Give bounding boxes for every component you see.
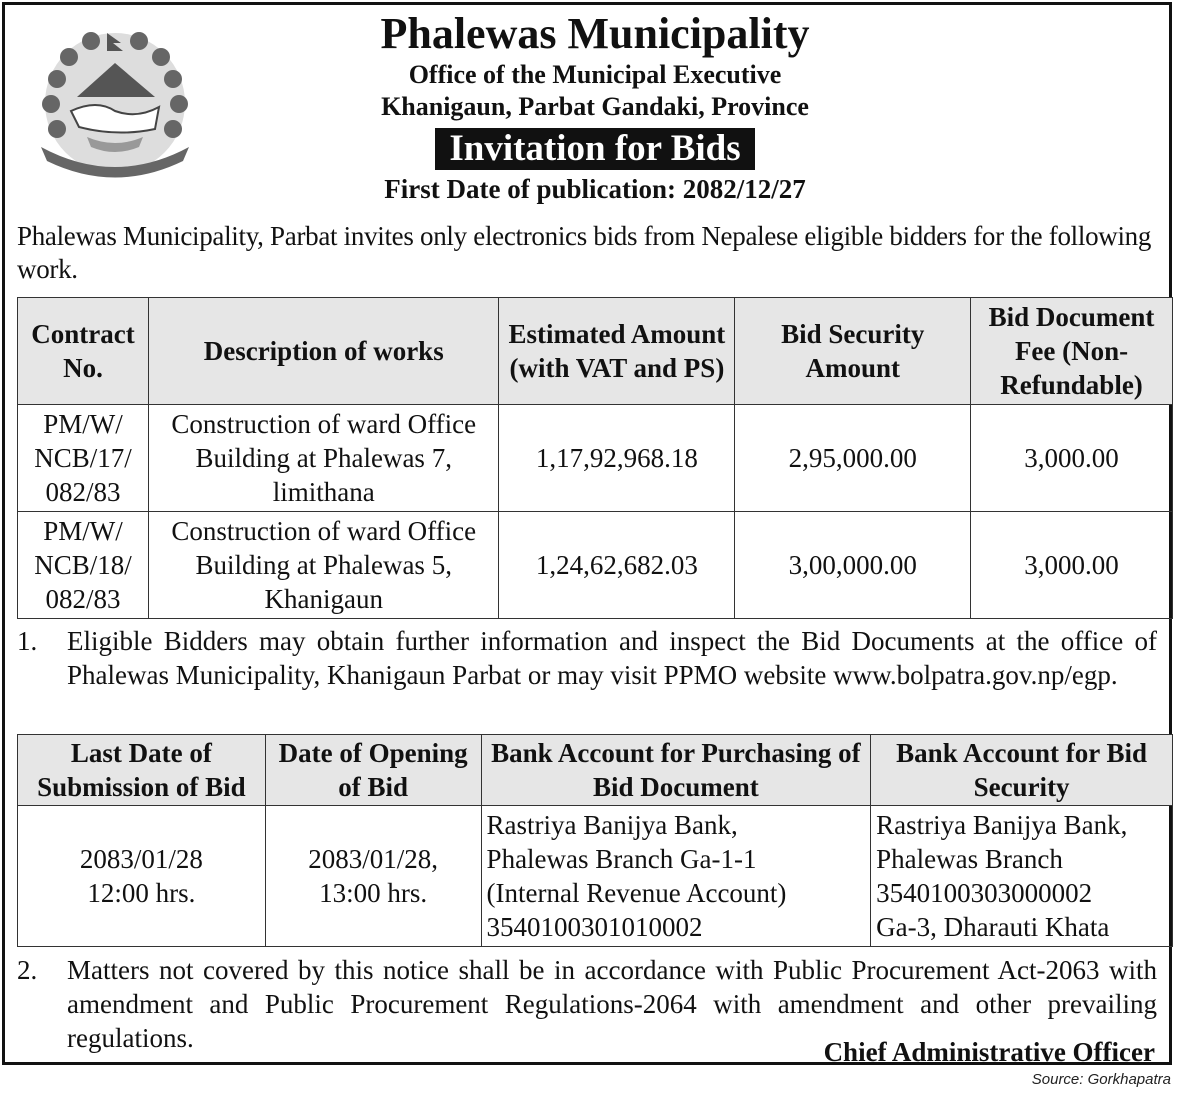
notice-header <box>305 9 885 206</box>
security-bank-account <box>871 806 1173 947</box>
doc-bank-line: 3540100301010002 <box>486 912 703 942</box>
intro-paragraph: Phalewas Municipality, Parbat invites only electronics bids from Nepalese eligible bidders for the following work. <box>17 221 1152 284</box>
opening-time: 13:00 hrs. <box>319 878 428 908</box>
security-bank-line: Ga-3, Dharauti Khata <box>876 912 1110 942</box>
bid-security-amount: 3,00,000.00 <box>735 512 971 619</box>
note-text: Eligible Bidders may obtain further information and inspect the Bid Documents at the office of Phalewas Municipality, Khanigaun Parbat or may visit PPMO website www.bolpatra.gov.np/egp. <box>67 626 1157 690</box>
schedule-table-header <box>18 735 1173 806</box>
header-doc-account: Bank Account for Purchasing of Bid Document <box>481 735 871 806</box>
work-description: Construction of ward Office Building at Phalewas 5, Khanigaun <box>148 512 499 619</box>
header-description: Description of works <box>148 298 499 405</box>
bid-security-amount: 2,95,000.00 <box>735 405 971 512</box>
note-text: Matters not covered by this notice shall be in accordance with Public Procurement Act-2063 with amendment and Public Procurement Regulations-2064 with amendment and other prevailing regulations. <box>67 955 1157 1053</box>
security-bank-line: 3540100303000002 <box>876 878 1093 908</box>
doc-bank-line: (Internal Revenue Account) <box>486 878 787 908</box>
submission-deadline <box>18 806 266 947</box>
notice-frame <box>2 2 1172 1065</box>
opening-datetime <box>265 806 481 947</box>
document-fee: 3,000.00 <box>971 405 1173 512</box>
office-name: Office of the Municipal Executive <box>408 60 782 89</box>
submission-date: 2083/01/28 <box>79 844 203 874</box>
works-table <box>17 297 1173 619</box>
doc-bank-account <box>481 806 871 947</box>
work-description: Construction of ward Office Building at Phalewas 7, limithana <box>148 405 499 512</box>
source-credit: Source: Gorkhapatra <box>1031 1071 1171 1088</box>
doc-bank-line: Phalewas Branch Ga-1-1 <box>486 844 757 874</box>
estimated-amount: 1,17,92,968.18 <box>499 405 735 512</box>
opening-date: 2083/01/28, <box>308 844 439 874</box>
header-security-account: Bank Account for Bid Security <box>871 735 1173 806</box>
table-row <box>18 512 1173 619</box>
note-number: 2. <box>17 955 38 985</box>
header-contract-no: Contract No. <box>18 298 149 405</box>
nepal-national-emblem-icon <box>27 19 203 187</box>
security-bank-line: Phalewas Branch <box>876 844 1063 874</box>
signatory-title: Chief Administrative Officer <box>823 1037 1155 1067</box>
publication-date: First Date of publication: 2082/12/27 <box>384 174 806 204</box>
table-row <box>18 806 1173 947</box>
municipality-title: Phalewas Municipality <box>380 9 810 58</box>
header-bid-security: Bid Security Amount <box>735 298 971 405</box>
estimated-amount: 1,24,62,682.03 <box>499 512 735 619</box>
contract-no: PM/W/ NCB/18/ 082/83 <box>18 512 149 619</box>
header-submission-date: Last Date of Submission of Bid <box>18 735 266 806</box>
submission-time: 12:00 hrs. <box>87 878 196 908</box>
schedule-table <box>17 734 1173 947</box>
doc-bank-line: Rastriya Banijya Bank, <box>486 810 738 840</box>
header-estimated-amount: Estimated Amount (with VAT and PS) <box>499 298 735 405</box>
note-number: 1. <box>17 626 38 656</box>
document-fee: 3,000.00 <box>971 512 1173 619</box>
office-address: Khanigaun, Parbat Gandaki, Province <box>381 92 809 121</box>
works-table-header <box>18 298 1173 405</box>
contract-no: PM/W/ NCB/17/ 082/83 <box>18 405 149 512</box>
header-document-fee: Bid Document Fee (Non-Refundable) <box>971 298 1173 405</box>
notice-banner: Invitation for Bids <box>435 128 754 170</box>
header-opening-date: Date of Opening of Bid <box>265 735 481 806</box>
note-1 <box>17 624 1157 692</box>
table-row <box>18 405 1173 512</box>
security-bank-line: Rastriya Banijya Bank, <box>876 810 1128 840</box>
